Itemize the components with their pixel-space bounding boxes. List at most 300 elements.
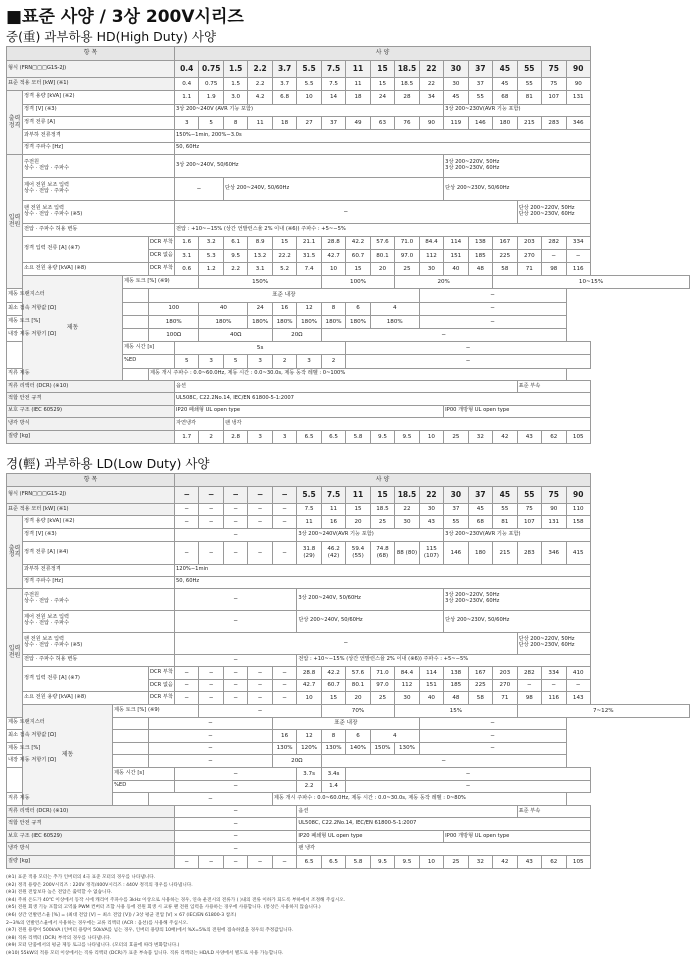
ld-section-title: 경(輕) 과부하용 LD(Low Duty) 사양 bbox=[6, 456, 210, 471]
value-cell: 225 bbox=[468, 679, 492, 692]
ld-enc-row bbox=[7, 830, 690, 843]
value-cell: 1.5 bbox=[223, 61, 247, 78]
value-cell: 107 bbox=[542, 91, 566, 104]
value-cell: − bbox=[272, 516, 296, 529]
value-cell: 7.5 bbox=[297, 503, 321, 516]
ld-safety-label: 적합 안전 규격 bbox=[7, 818, 175, 831]
hd-btq-5: 180% bbox=[321, 315, 345, 328]
value-cell: 2.2 bbox=[248, 61, 272, 78]
hd-safety-value: UL508C, C22.2No.14, IEC/EN 61800-5-1:2007 bbox=[175, 393, 591, 405]
hd-ctrl-b: 단상 200~230V, 50/60Hz bbox=[444, 178, 591, 201]
value-cell: − bbox=[248, 503, 272, 516]
value-cell: 3 bbox=[199, 355, 223, 368]
hd-main-row bbox=[7, 155, 690, 178]
value-cell: 55 bbox=[493, 503, 517, 516]
ld-btq-4: 150% bbox=[370, 742, 394, 755]
value-cell: 48 bbox=[468, 262, 492, 275]
value-cell: 3.1 bbox=[248, 262, 272, 275]
value-cell: 282 bbox=[517, 667, 541, 680]
value-cell: 5.8 bbox=[346, 430, 370, 443]
value-cell: 0.75 bbox=[199, 78, 223, 91]
value-cell: 37 bbox=[468, 78, 492, 91]
value-cell: 1.2 bbox=[199, 262, 223, 275]
ld-output-category: 출력 정격 bbox=[7, 516, 23, 588]
hd-dcb-value: 제동 개시 주파수 : 0.0~60.0Hz, 제동 시간 : 0.0~30.0s, 제동 동작 레벨 : 0~100% bbox=[149, 368, 567, 380]
hd-fan-label bbox=[23, 201, 175, 224]
ld-btq-row bbox=[7, 742, 690, 755]
value-cell: − bbox=[223, 516, 247, 529]
ld-rated-i-row bbox=[7, 541, 690, 565]
value-cell: 180 bbox=[468, 541, 492, 565]
value-cell: − bbox=[272, 692, 296, 705]
value-cell: − bbox=[248, 856, 272, 869]
value-cell: 146 bbox=[444, 541, 468, 565]
value-cell: 105 bbox=[566, 430, 591, 443]
ld-main-b1: 3상 200~220V, 50Hz bbox=[445, 592, 500, 599]
ld-fan-b2: 단상 200~230V, 60Hz bbox=[518, 642, 575, 649]
value-cell: 8.9 bbox=[248, 236, 272, 249]
ld-torque-b: 15% bbox=[395, 704, 517, 717]
ld-btq-label: 제동 토크 [%] bbox=[7, 742, 149, 755]
value-cell: − bbox=[272, 541, 296, 565]
value-cell: 415 bbox=[566, 541, 591, 565]
hd-btq-dash: − bbox=[419, 315, 566, 328]
hd-main-title: 주전원 bbox=[24, 159, 40, 166]
value-cell: 9.5 bbox=[223, 249, 247, 262]
ld-motor-label: 표준 적용 모터 [kW] (※1) bbox=[7, 503, 175, 516]
hd-overload-value: 150%−1min, 200%−3.0s bbox=[175, 130, 591, 142]
hd-torque-d: 10~15% bbox=[493, 276, 690, 289]
hd-ctrl-title: 제어 전원 보조 입력 bbox=[24, 182, 70, 189]
value-cell: 11 bbox=[321, 503, 345, 516]
value-cell: 18 bbox=[272, 116, 296, 129]
value-cell: − bbox=[199, 667, 223, 680]
ld-ctrl-a: 단상 200~240V, 50/60Hz bbox=[297, 610, 444, 632]
hd-rated-i-row bbox=[7, 116, 690, 129]
value-cell: 116 bbox=[566, 262, 591, 275]
ld-btime-spacer bbox=[7, 767, 23, 792]
ld-rated-v-b: 3상 200~230V(AVR 기능 포함) bbox=[444, 528, 591, 541]
value-cell: 215 bbox=[517, 116, 541, 129]
value-cell: 282 bbox=[542, 236, 566, 249]
hd-minr-label: 최소 접속 저항값 [Ω] bbox=[7, 302, 149, 315]
value-cell: 80.1 bbox=[370, 249, 394, 262]
value-cell: 5 bbox=[199, 116, 223, 129]
hd-dcr-b: 표준 부속 bbox=[517, 380, 590, 392]
value-cell: 5.2 bbox=[272, 262, 296, 275]
value-cell: 131 bbox=[566, 91, 591, 104]
value-cell: 57.6 bbox=[346, 667, 370, 680]
hd-header-spec: 사 양 bbox=[175, 47, 591, 61]
value-cell: 15 bbox=[346, 262, 370, 275]
value-cell: − bbox=[272, 667, 296, 680]
hd-cool-row bbox=[7, 418, 690, 430]
hd-intr-label: 내장 제동 저항기 [Ω] bbox=[7, 328, 149, 341]
value-cell: 22 bbox=[419, 487, 443, 503]
ld-enc-dash: − bbox=[175, 830, 297, 843]
value-cell: 60.7 bbox=[346, 249, 370, 262]
hd-output-category: 출력 정격 bbox=[7, 91, 23, 155]
value-cell: 6.1 bbox=[223, 236, 247, 249]
value-cell: 58 bbox=[468, 692, 492, 705]
value-cell: − bbox=[175, 692, 199, 705]
value-cell: 3 bbox=[248, 430, 272, 443]
value-cell: − bbox=[248, 692, 272, 705]
value-cell: 37 bbox=[321, 116, 345, 129]
value-cell: 158 bbox=[566, 516, 591, 529]
ld-dcr-without-label: DCR 없음 bbox=[149, 679, 175, 692]
value-cell: 116 bbox=[542, 692, 566, 705]
value-cell: 5.3 bbox=[199, 249, 223, 262]
hd-main-b2: 3상 200~230V, 60Hz bbox=[445, 165, 500, 172]
hd-enc-label: 보호 구조 (IEC 60529) bbox=[7, 405, 175, 417]
value-cell: − bbox=[175, 516, 199, 529]
value-cell: 74.8 (68) bbox=[370, 541, 394, 565]
ld-dcr-b: 표준 부속 bbox=[517, 805, 590, 818]
ld-btq-5: 130% bbox=[395, 742, 419, 755]
value-cell: − bbox=[542, 679, 566, 692]
value-cell: 9.5 bbox=[395, 856, 419, 869]
value-cell: 90 bbox=[419, 116, 443, 129]
value-cell: 90 bbox=[542, 503, 566, 516]
value-cell: 167 bbox=[493, 236, 517, 249]
ld-btq-1: 120% bbox=[297, 742, 321, 755]
value-cell: 45 bbox=[493, 78, 517, 91]
footnote: 2~3%의 언발런스율에서 사용하는 경우에는 교류 리액터 (ACR : 옵션)를 사용해 주십시오. bbox=[6, 920, 189, 926]
hd-spec-table bbox=[6, 46, 690, 444]
value-cell: 30 bbox=[419, 503, 443, 516]
value-cell: 11 bbox=[248, 116, 272, 129]
ld-fan-dash: − bbox=[175, 632, 518, 654]
ld-main-row bbox=[7, 588, 690, 610]
ld-model-label: 형식 (FRN□□□G1S-2J) bbox=[7, 487, 175, 503]
value-cell: 30 bbox=[419, 262, 443, 275]
ld-torque-label: 제동 토크 [%] (※9) bbox=[113, 704, 199, 717]
hd-ctrl-row bbox=[7, 178, 690, 201]
ld-fan-row bbox=[7, 632, 690, 654]
hd-power-row bbox=[7, 262, 690, 275]
value-cell: 2.8 bbox=[223, 430, 247, 443]
ld-enc-b: IP00 개방형 UL open type bbox=[444, 830, 591, 843]
ld-dcr-row bbox=[7, 805, 690, 818]
value-cell: 42.2 bbox=[321, 667, 345, 680]
value-cell: 146 bbox=[468, 116, 492, 129]
value-cell: 62 bbox=[542, 856, 566, 869]
hd-freq-value: 50, 60Hz bbox=[175, 142, 591, 154]
value-cell: 119 bbox=[444, 116, 468, 129]
ld-btq-0: 130% bbox=[272, 742, 296, 755]
value-cell: 10 bbox=[297, 692, 321, 705]
hd-torque-row bbox=[7, 276, 690, 289]
value-cell: 32 bbox=[468, 430, 492, 443]
footnote: (※6) 상간 언발런스율 [%] = (최대 전압 [V] − 최소 전압 [V]) / 3상 평균 전압 [V] × 67 (IEC/EN 61800-3 참조) bbox=[6, 912, 237, 918]
footnote: (※5) 전원 회생 기능 포함의 고역률 PWM 컨버터 조합 사용 등에 전원 회생 시 교류 팬 전원 입력을 사용하는 경우에 사용합니다. (통상은 사용하지 않습니다.) bbox=[6, 905, 321, 911]
value-cell: − bbox=[223, 667, 247, 680]
hd-header-row bbox=[7, 47, 690, 61]
ld-dcb-value: 제동 개시 주파수 : 0.0~60.0Hz, 제동 시간 : 0.0~30.0s, 제동 동작 레벨 : 0~80% bbox=[272, 793, 566, 806]
ld-trans-b: − bbox=[419, 717, 566, 730]
value-cell: 138 bbox=[444, 667, 468, 680]
hd-minr-2: 24 bbox=[248, 302, 272, 315]
ld-header-spec: 사 양 bbox=[175, 474, 591, 487]
value-cell: 16 bbox=[321, 516, 345, 529]
value-cell: 105 bbox=[566, 856, 591, 869]
value-cell: 76 bbox=[395, 116, 419, 129]
hd-intr-1: 40Ω bbox=[199, 328, 272, 341]
hd-input-category: 입력 전원 bbox=[7, 155, 23, 289]
value-cell: 14 bbox=[321, 91, 345, 104]
value-cell: 346 bbox=[542, 541, 566, 565]
ld-btime-1: 3.4s bbox=[321, 767, 345, 780]
value-cell: 10 bbox=[321, 262, 345, 275]
value-cell: 25 bbox=[444, 430, 468, 443]
value-cell: 138 bbox=[468, 236, 492, 249]
footnote: (※4) 주위 온도가 40℃ 이상에서 동작 시에 캐리어 주파수를 3kHz 이상으로 사용하는 경우, 연속 운전시의 전류가 ( )내의 전류 이하가 되도록 부하에서 조정해 주십시오. bbox=[6, 897, 346, 903]
ld-header-item: 항 목 bbox=[7, 474, 175, 487]
value-cell: 43 bbox=[517, 856, 541, 869]
value-cell: 13.2 bbox=[248, 249, 272, 262]
value-cell: 45 bbox=[468, 503, 492, 516]
ld-btime-0: 3.7s bbox=[297, 767, 321, 780]
value-cell: − bbox=[248, 487, 272, 503]
hd-fan-b2: 단상 200~230V, 60Hz bbox=[518, 211, 575, 218]
value-cell: 88 (80) bbox=[395, 541, 419, 565]
value-cell: 143 bbox=[566, 692, 591, 705]
value-cell: 15 bbox=[346, 503, 370, 516]
value-cell: 114 bbox=[419, 667, 443, 680]
footnote: (※9) 모터 단품에서의 평균 제동 토크를 나타냅니다. (모터의 효율에 따라 변화합니다.) bbox=[6, 943, 180, 949]
value-cell: − bbox=[566, 679, 591, 692]
value-cell: 4.2 bbox=[248, 91, 272, 104]
value-cell: 28.8 bbox=[321, 236, 345, 249]
ld-minr-2: 8 bbox=[321, 730, 345, 743]
value-cell: 6.5 bbox=[297, 430, 321, 443]
value-cell: − bbox=[175, 856, 199, 869]
value-cell: 10 bbox=[297, 91, 321, 104]
hd-main-b bbox=[444, 155, 591, 178]
value-cell: 90 bbox=[566, 61, 591, 78]
ld-tol-row bbox=[7, 654, 690, 667]
ld-torque-dash: − bbox=[199, 704, 321, 717]
hd-intr-row bbox=[7, 328, 690, 341]
ld-rated-cap-row bbox=[7, 516, 690, 529]
hd-fan-b bbox=[517, 201, 590, 224]
value-cell: 151 bbox=[419, 679, 443, 692]
value-cell: 15 bbox=[321, 692, 345, 705]
hd-fan-title: 팬 전원 보조 입력 bbox=[24, 205, 65, 212]
ld-minr-1: 12 bbox=[297, 730, 321, 743]
value-cell: 410 bbox=[566, 667, 591, 680]
value-cell: − bbox=[199, 541, 223, 565]
value-cell: 43 bbox=[419, 516, 443, 529]
hd-dcr-without-label: DCR 없음 bbox=[149, 249, 175, 262]
ld-btq-2: 130% bbox=[321, 742, 345, 755]
value-cell: 71.0 bbox=[370, 667, 394, 680]
hd-input-with-row bbox=[7, 236, 690, 249]
value-cell: − bbox=[542, 249, 566, 262]
value-cell: 31.5 bbox=[297, 249, 321, 262]
hd-trans-label: 제동 트랜지스터 bbox=[7, 289, 149, 302]
hd-safety-row bbox=[7, 393, 690, 405]
ld-ctrl-sub: 상수 · 전압 · 주파수 bbox=[24, 620, 69, 627]
value-cell: 167 bbox=[468, 667, 492, 680]
value-cell: 84.4 bbox=[419, 236, 443, 249]
ld-rated-cap-label: 정격 용량 [kVA] (※2) bbox=[23, 516, 175, 529]
value-cell: 5.5 bbox=[297, 78, 321, 91]
ld-minr-row bbox=[7, 730, 690, 743]
hd-main-b1: 3상 200~220V, 50Hz bbox=[445, 159, 500, 166]
value-cell: − bbox=[517, 679, 541, 692]
value-cell: − bbox=[566, 249, 591, 262]
value-cell: 8 bbox=[223, 116, 247, 129]
ld-trans-dash: − bbox=[149, 717, 273, 730]
value-cell: 18.5 bbox=[370, 503, 394, 516]
hd-ctrl-label bbox=[23, 178, 175, 201]
hd-minr-3: 16 bbox=[272, 302, 296, 315]
hd-tol-label: 전압 · 주파수 허용 변동 bbox=[23, 224, 175, 236]
value-cell: 68 bbox=[468, 516, 492, 529]
hd-safety-label: 적합 안전 규격 bbox=[7, 393, 175, 405]
value-cell: − bbox=[248, 516, 272, 529]
value-cell: 55 bbox=[468, 91, 492, 104]
value-cell: 40 bbox=[419, 692, 443, 705]
value-cell: 75 bbox=[542, 78, 566, 91]
value-cell: − bbox=[199, 856, 223, 869]
ld-main-dash: − bbox=[175, 588, 297, 610]
value-cell: 45 bbox=[493, 61, 517, 78]
value-cell: 5 bbox=[223, 355, 247, 368]
value-cell: 9.5 bbox=[395, 430, 419, 443]
ld-rated-i-label: 정격 전류 [A] (※4) bbox=[23, 541, 175, 565]
ld-btq-dash: − bbox=[149, 742, 273, 755]
value-cell: 42.2 bbox=[346, 236, 370, 249]
hd-model-label: 형식 (FRN□□□G1S-2J) bbox=[7, 61, 175, 78]
value-cell: 68 bbox=[493, 91, 517, 104]
value-cell: 48 bbox=[444, 692, 468, 705]
value-cell: 34 bbox=[419, 91, 443, 104]
hd-dcb-label: 직류 제동 bbox=[7, 368, 149, 380]
value-cell: − bbox=[199, 516, 223, 529]
value-cell: 75 bbox=[517, 503, 541, 516]
ld-ed-1: 1.4 bbox=[321, 780, 345, 793]
value-cell: 7.5 bbox=[321, 78, 345, 91]
ld-minr-dash: − bbox=[149, 730, 273, 743]
hd-ctrl-sub: 상수 · 전압 · 주파수 bbox=[24, 188, 69, 195]
hd-fan-row bbox=[7, 201, 690, 224]
footnote: (※1) 표준 적용 모터는 추가 인버터의 4극 표준 모터의 경우를 나타냅니다. bbox=[6, 875, 156, 880]
value-cell: 30 bbox=[444, 78, 468, 91]
value-cell: 20 bbox=[346, 692, 370, 705]
value-cell: 1.9 bbox=[199, 91, 223, 104]
value-cell: 6.5 bbox=[297, 856, 321, 869]
hd-motor-row bbox=[7, 78, 690, 91]
hd-rated-cap-label: 정격 용량 [kVA] (※2) bbox=[23, 91, 175, 104]
value-cell: − bbox=[272, 679, 296, 692]
footnote: (※10) 55kW의 적용 모터 이상에서는 직류 리액터 (DCR)가 표준 부속품 입니다. 직류 리액터는 HD/LD 사양에서 별도로 사용 가능합니다. bbox=[6, 950, 284, 956]
value-cell: 75 bbox=[542, 61, 566, 78]
value-cell: 75 bbox=[542, 487, 566, 503]
ld-fan-title: 팬 전원 보조 입력 bbox=[24, 636, 65, 643]
hd-btq-0: 180% bbox=[149, 315, 199, 328]
hd-ed-label: %ED bbox=[123, 355, 175, 368]
ld-safety-dash: − bbox=[175, 818, 297, 831]
value-cell: 15 bbox=[370, 78, 394, 91]
value-cell: 283 bbox=[517, 541, 541, 565]
value-cell: 90 bbox=[566, 487, 591, 503]
value-cell: − bbox=[272, 856, 296, 869]
hd-dcr-with-label: DCR 부착 bbox=[149, 236, 175, 249]
hd-minr-1: 40 bbox=[199, 302, 248, 315]
hd-tol-value: 전압 : +10~−15% (상간 언발런스율 2% 이내 (※6)) 주파수 : +5~−5% bbox=[175, 224, 591, 236]
ld-btq-dash2: − bbox=[419, 742, 566, 755]
ld-power-label: 소요 전원 용량 [kVA] (※8) bbox=[23, 692, 149, 705]
value-cell: 11 bbox=[297, 516, 321, 529]
hd-torque-b: 100% bbox=[321, 276, 394, 289]
ld-torque-a: 70% bbox=[321, 704, 394, 717]
value-cell: 42 bbox=[493, 856, 517, 869]
value-cell: 0.4 bbox=[175, 61, 199, 78]
value-cell: 37 bbox=[444, 503, 468, 516]
value-cell: 7.5 bbox=[321, 61, 345, 78]
value-cell: 31.8 (29) bbox=[297, 541, 321, 565]
value-cell: 6.5 bbox=[321, 430, 345, 443]
value-cell: 30 bbox=[444, 487, 468, 503]
hd-minr-row bbox=[7, 302, 690, 315]
ld-power-dcr-label: DCR 부착 bbox=[149, 692, 175, 705]
value-cell: 55 bbox=[444, 516, 468, 529]
value-cell: 3.1 bbox=[175, 249, 199, 262]
value-cell: 270 bbox=[517, 249, 541, 262]
value-cell: − bbox=[248, 679, 272, 692]
ld-rated-v-row bbox=[7, 528, 690, 541]
value-cell: 2 bbox=[199, 430, 223, 443]
value-cell: 42.7 bbox=[321, 249, 345, 262]
value-cell: 18.5 bbox=[395, 61, 419, 78]
hd-tol-row bbox=[7, 224, 690, 236]
value-cell: 112 bbox=[419, 249, 443, 262]
page-title: ■표준 사양 / 3상 200V시리즈 bbox=[6, 7, 244, 27]
hd-main-a: 3상 200~240V, 50/60Hz bbox=[175, 155, 444, 178]
value-cell: 32 bbox=[468, 856, 492, 869]
value-cell: 1.7 bbox=[175, 430, 199, 443]
footnote: (※3) 전원 전압보다 높은 전압은 출력할 수 없습니다. bbox=[6, 890, 113, 896]
value-cell: 7.5 bbox=[321, 487, 345, 503]
hd-intr-2: 20Ω bbox=[272, 328, 321, 341]
hd-enc-b: IP00 개방형 UL open type bbox=[444, 405, 591, 417]
hd-cool-label: 냉각 방식 bbox=[7, 418, 175, 430]
value-cell: 30 bbox=[395, 516, 419, 529]
value-cell: 84.4 bbox=[395, 667, 419, 680]
value-cell: 112 bbox=[395, 679, 419, 692]
hd-torque-a: 150% bbox=[199, 276, 321, 289]
hd-dcr-row bbox=[7, 380, 690, 392]
value-cell: 71 bbox=[493, 692, 517, 705]
value-cell: 55 bbox=[517, 78, 541, 91]
value-cell: 5.5 bbox=[297, 487, 321, 503]
value-cell: 15 bbox=[272, 236, 296, 249]
hd-dcr-a: 옵션 bbox=[175, 380, 518, 392]
hd-minr-5: 8 bbox=[321, 302, 345, 315]
value-cell: 151 bbox=[444, 249, 468, 262]
ld-main-a: 3상 200~240V, 50/60Hz bbox=[297, 588, 444, 610]
value-cell: 2 bbox=[272, 355, 296, 368]
value-cell: 58 bbox=[493, 262, 517, 275]
hd-intr-0: 100Ω bbox=[149, 328, 199, 341]
hd-power-dcr-label: DCR 부착 bbox=[149, 262, 175, 275]
value-cell: 5.5 bbox=[297, 61, 321, 78]
value-cell: − bbox=[248, 667, 272, 680]
ld-torque-c: 7~12% bbox=[517, 704, 689, 717]
